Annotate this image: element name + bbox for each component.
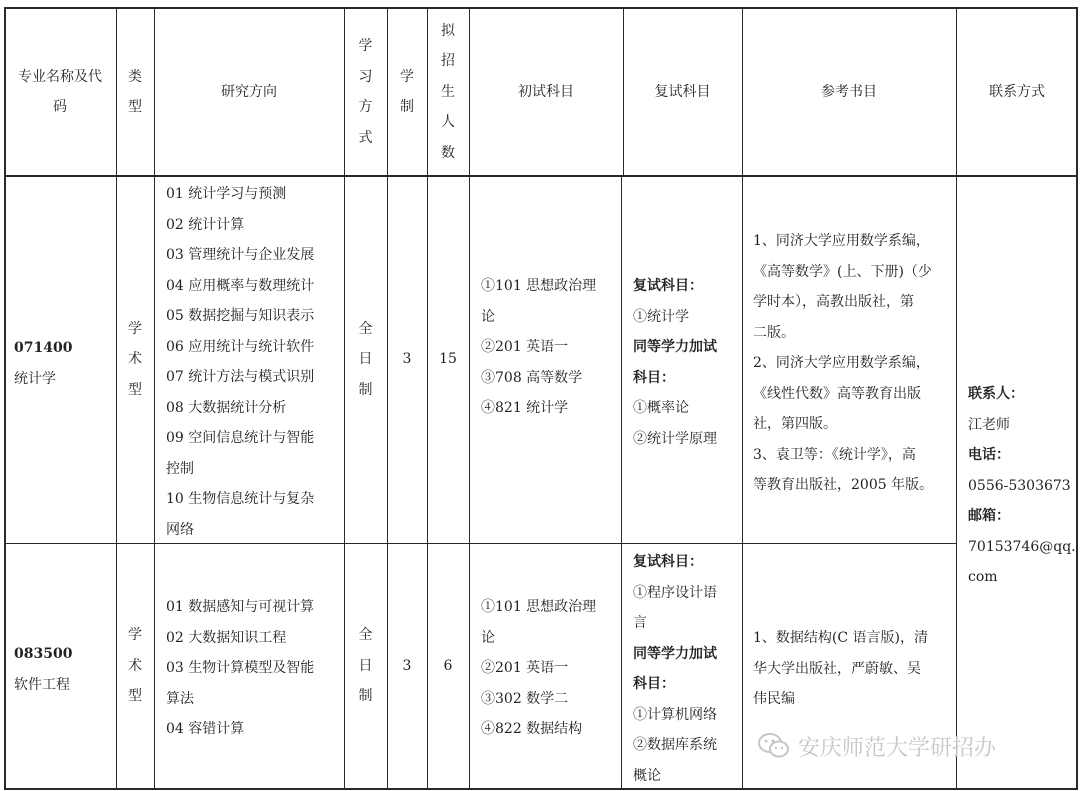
direction-line: 控制 — [166, 460, 194, 477]
header-enrollment-char: 拟 — [441, 22, 455, 39]
direction-line: 01 数据感知与可视计算 — [166, 599, 315, 615]
header-type — [116, 8, 154, 176]
reference-line: 社，第四版。 — [753, 416, 837, 432]
row2-type-char: 学 — [128, 627, 142, 644]
contact-person: 江老师 — [968, 416, 1010, 433]
direction-line: 01 统计学习与预测 — [166, 186, 287, 202]
header-contact — [956, 8, 1078, 176]
row2-type — [116, 543, 154, 789]
row2-directions — [166, 592, 341, 745]
retest-line: 概论 — [633, 767, 661, 784]
direction-line: 07 统计方法与模式识别 — [166, 369, 315, 385]
row1-mode — [344, 176, 387, 543]
watermark-text: 安庆师范大学研招办 — [798, 735, 997, 761]
header-enrollment-char: 人 — [441, 114, 455, 131]
row2-major-code: 083500 — [14, 646, 73, 662]
header-study-mode-char: 式 — [358, 129, 373, 146]
contact-phone: 0556-5303673 — [968, 477, 1071, 494]
initial-exam-line: ③708 高等数学 — [481, 369, 583, 386]
direction-line: 网络 — [166, 521, 194, 538]
header-reference-label: 参考书目 — [821, 83, 877, 100]
contact-info — [968, 379, 1076, 593]
header-enrollment-char: 招 — [441, 53, 455, 70]
direction-line: 02 统计计算 — [166, 216, 245, 233]
contact-email-line2: com — [968, 569, 998, 585]
row2-type-char: 术 — [128, 657, 142, 674]
row2-mode — [344, 543, 387, 789]
row2-type-char: 型 — [128, 688, 142, 705]
reference-line: 3、袁卫等：《统计学》，高 — [753, 446, 916, 463]
header-reference — [742, 8, 956, 176]
row1-enrollment — [427, 176, 469, 543]
header-enrollment-char: 生 — [441, 83, 455, 100]
row1-initial-exam — [481, 271, 621, 424]
contact-email-label: 邮箱： — [968, 508, 1010, 524]
header-study-mode-char: 习 — [358, 68, 373, 85]
row1-major — [14, 333, 114, 394]
header-duration-char: 制 — [400, 99, 414, 115]
row1-mode-char: 制 — [358, 381, 373, 398]
header-enrollment-char: 数 — [441, 144, 455, 161]
initial-exam-line: ①101 思想政治理 — [481, 599, 597, 615]
direction-line: 03 生物计算模型及智能 — [166, 660, 315, 676]
header-major — [4, 8, 116, 176]
header-study-mode — [344, 8, 387, 176]
header-study-mode-char: 方 — [358, 99, 373, 115]
grid-line — [621, 176, 622, 790]
row2-duration-value: 3 — [402, 657, 412, 674]
header-initial-exam-label: 初试科目 — [518, 83, 574, 100]
contact-email-line1: 70153746@qq. — [968, 538, 1076, 555]
header-contact-label: 联系方式 — [989, 83, 1045, 100]
header-duration-char: 学 — [400, 68, 414, 85]
row1-type-char: 学 — [128, 320, 142, 337]
initial-exam-line: ②201 英语一 — [481, 339, 569, 355]
reference-line: 等教育出版社，2005 年版。 — [753, 477, 934, 493]
initial-exam-line: 论 — [481, 629, 495, 646]
wechat-icon — [758, 733, 790, 759]
row1-mode-char: 日 — [358, 351, 373, 368]
header-major-label: 专业名称及代码 — [18, 69, 102, 115]
row2-major-name: 软件工程 — [14, 676, 70, 693]
header-retest — [623, 8, 742, 176]
row1-duration-value: 3 — [402, 351, 412, 368]
direction-line: 03 管理统计与企业发展 — [166, 247, 315, 263]
row1-references — [753, 226, 953, 501]
row2-initial-exam — [481, 592, 621, 745]
row1-directions — [166, 179, 341, 545]
header-initial-exam — [469, 8, 623, 176]
header-type-char: 型 — [128, 99, 142, 115]
row1-enrollment-value: 15 — [439, 351, 457, 368]
row2-enrollment — [427, 543, 469, 789]
row2-mode-char: 制 — [358, 688, 373, 705]
retest-line: 科目： — [633, 369, 675, 386]
retest-line: 同等学力加试 — [633, 339, 717, 355]
initial-exam-line: 论 — [481, 308, 495, 325]
reference-line: 《高等数学》(上、下册)（少 — [753, 263, 932, 280]
row1-major-name: 统计学 — [14, 370, 56, 387]
retest-line: 复试科目： — [633, 554, 703, 570]
retest-line: ①程序设计语 — [633, 584, 717, 601]
header-type-char: 类 — [128, 68, 142, 85]
header-retest-label: 复试科目 — [654, 83, 711, 100]
header-duration — [387, 8, 427, 176]
retest-line: ①概率论 — [633, 400, 689, 416]
header-study-mode-char: 学 — [358, 38, 373, 54]
retest-line: 言 — [633, 615, 647, 631]
initial-exam-line: ③302 数学二 — [481, 690, 569, 707]
reference-line: 2、同济大学应用数学系编， — [753, 355, 930, 371]
reference-line: 1、同济大学应用数学系编， — [753, 233, 930, 249]
direction-line: 10 生物信息统计与复杂 — [166, 491, 315, 507]
reference-line: 《线性代数》高等教育出版 — [753, 385, 921, 402]
row2-retest — [633, 547, 741, 791]
direction-line: 08 大数据统计分析 — [166, 399, 287, 416]
reference-line: 二版。 — [753, 324, 795, 341]
contact-person-label: 联系人： — [968, 386, 1024, 402]
retest-line: 科目： — [633, 676, 675, 692]
retest-line: 复试科目： — [633, 278, 703, 294]
retest-line: ②数据库系统 — [633, 737, 717, 753]
row2-enrollment-value: 6 — [443, 657, 453, 674]
direction-line: 06 应用统计与统计软件 — [166, 338, 315, 355]
grid-line — [4, 788, 1077, 790]
direction-line: 02 大数据知识工程 — [166, 629, 287, 646]
initial-exam-line: ①101 思想政治理 — [481, 278, 597, 294]
header-enrollment — [427, 8, 469, 176]
reference-line: 1、数据结构(C 语言版)，清 — [753, 630, 928, 646]
retest-line: ②统计学原理 — [633, 430, 717, 447]
direction-line: 04 应用概率与数理统计 — [166, 277, 315, 294]
row1-mode-char: 全 — [358, 320, 373, 337]
row1-type — [116, 176, 154, 543]
reference-line: 华大学出版社，严蔚敏、吴 — [753, 660, 921, 677]
row1-duration — [387, 176, 427, 543]
retest-line: ①计算机网络 — [633, 706, 717, 723]
reference-line: 伟民编 — [753, 691, 795, 707]
direction-line: 05 数据挖掘与知识表示 — [166, 308, 315, 324]
initial-exam-line: ②201 英语一 — [481, 660, 569, 676]
row1-type-char: 型 — [128, 381, 142, 398]
row2-mode-char: 全 — [358, 627, 373, 644]
watermark — [758, 727, 1078, 765]
contact-phone-label: 电话： — [968, 447, 1010, 463]
row1-retest — [633, 271, 741, 454]
reference-line: 学时本），高教出版社，第 — [753, 294, 914, 310]
row2-mode-char: 日 — [358, 657, 373, 674]
row2-major — [14, 639, 114, 700]
row1-major-code: 071400 — [14, 340, 73, 356]
header-research-label: 研究方向 — [221, 83, 277, 100]
row2-duration — [387, 543, 427, 789]
header-research — [154, 8, 344, 176]
direction-line: 04 容错计算 — [166, 721, 245, 737]
retest-line: 同等学力加试 — [633, 645, 717, 662]
initial-exam-line: ④822 数据结构 — [481, 721, 583, 737]
direction-line: 09 空间信息统计与智能 — [166, 430, 315, 446]
row1-type-char: 术 — [128, 351, 142, 368]
row2-references — [753, 623, 953, 715]
retest-line: ①统计学 — [633, 308, 689, 325]
direction-line: 算法 — [166, 690, 194, 707]
initial-exam-line: ④821 统计学 — [481, 400, 569, 416]
